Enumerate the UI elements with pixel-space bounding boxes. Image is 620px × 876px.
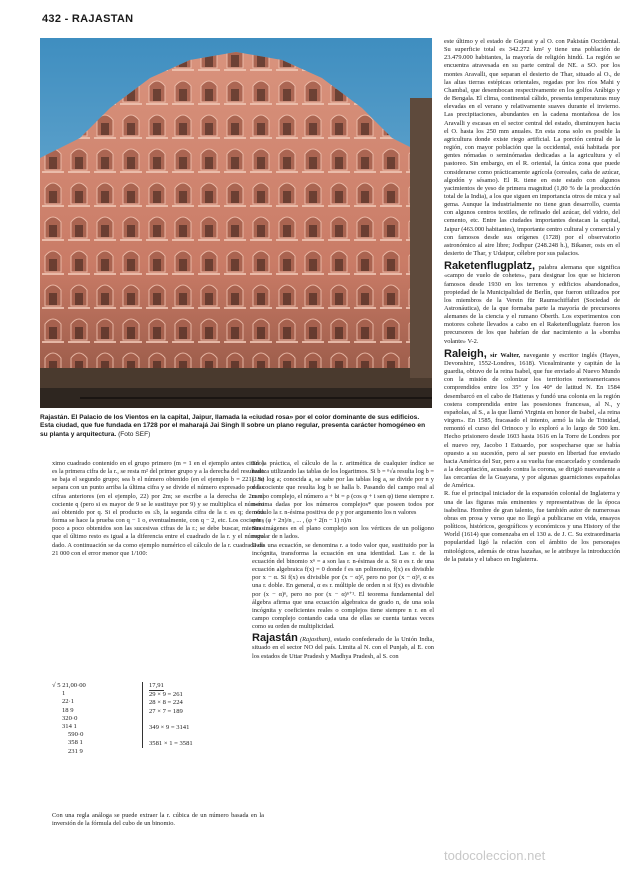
sqrt-line: 1 [62, 690, 66, 698]
left-column-top [52, 460, 264, 684]
sqrt-line: 22·1 [62, 698, 75, 706]
right-column [444, 38, 620, 844]
sqrt-line: 590·0 [68, 731, 84, 739]
middle-paragraph-2: Sus imágenes en el plano complejo son los vértices de un polígono regular de n lados. [252, 525, 434, 541]
sqrt-line: 231 9 [68, 747, 83, 755]
entry-text-rajastan: estado confederado de la Unión India, situado en el sector NO del país. Limita al N. con el Punjab, al E. con los estados de Uttar Pradesh y Madhya Pradesh, al S. con [252, 636, 434, 660]
watermark: todocoleccion.net [444, 848, 546, 863]
entry-subtitle-raleigh: sir Walter, [490, 351, 521, 359]
entry-etymology: (Rajasthan), [300, 636, 332, 644]
square-root-example [52, 682, 264, 810]
palace-photo [40, 38, 432, 408]
sqrt-line: 18 9 [62, 706, 74, 714]
left-paragraph-2: Con una regla análoga se puede extraer la r. cúbica de un número basada en la inversión de la fórmula del cubo de un binomio. [52, 812, 264, 828]
caption-credit: (Foto SEF) [118, 430, 151, 438]
sqrt-trial: 349 × 9 = 3141 [149, 723, 190, 731]
sqrt-trial: 29 × 9 = 261 [149, 691, 183, 699]
middle-paragraph-1: En la práctica, el cálculo de la r. aritmética de cualquier índice se realiza utilizando las tablas de los logaritmos. Si b = ⁿ√a resulta log b = (1/n) log a; conocida a, se sabe por las tablas log a, se divide por n y del cociente que resulta log b se halla b. Pasando del campo real al campo complejo, el número a + bi = ρ (cos φ + i sen φ) tiene siempre r. n-ésima dadas por los números complejos* que poseen todos por módulo la r. n-ésima positiva de ρ y por argumento los n valores [252, 460, 434, 516]
caption-text: Rajastán. El Palacio de los Vientos en la capital, Jaipur, llamada la «ciudad rosa» por el color dominante de sus edificios. Esta ciudad, que fue fundada en 1728 por el maharajá Jai Singh II sobre un plano regular, presenta carácter homogéneo en su planta y arquitectura. [40, 414, 426, 438]
sqrt-trial: 3581 × 1 = 3581 [149, 740, 193, 748]
middle-paragraph-3: Dada una ecuación, se denomina r. a todo valor que, sustituido por la incógnita, transforma la ecuación en una identidad. Las r. de la ecuación del binomio xⁿ = a son las r. n-ésimas de a. Si α es r. de una ecuación algebraica f(x) = 0 donde f es un polinomio, f(x) es divisible por x − α. Si f(x) es divisible por (x − α)², pero no por (x − α)³, α es una r. doble. En general, α es r. múltiple de orden n si f(x) es divisible por (x − α)ⁿ, pero no por (x − α)ⁿ⁺¹. El teorema fundamental del álgebra afirma que una ecuación algebraica de grado n, de una sola incógnita y coeficientes reales o complejos tiene siempre n r. en el campo complejo contando cada una de ellas se cuenta tantas veces como su orden de multiplicidad. [252, 541, 434, 631]
right-paragraph-1: este último y el estado de Gujarat y al O. con Pakistán Occidental. Su superficie total es 342.272 km² y tiene una población de 23.479.000 habitantes, la mayoría de religión hindú. La región se encuentra atravesada en su parte central de NE. a SO. por los montes Aravalli, que separan el desierto de Thar, situado al O., de las altas tierras estépicas orientales, regadas por los ríos Mahi y Chambal, que desembocan respectivamente en los golfos Arábigo y de Bengala. El clima, continental cálido, presenta temperaturas muy elevadas en el verano y relativamente suaves durante el invierno. Las precipitaciones, abundantes en la cadena montañosa de los Aravalli y escasas en el sector central del estado, disminuyen hacia el O. hasta los 250 mm anuales. En esta zona solo es posible la agricultura donde existe riego artificial. La porción central de la región, con mayor población que la occidental, está habitada por gentes nómadas o seminómadas dedicadas a la agricultura y el pastoreo. Sin embargo, en el R. oriental, la única zona que puede considerarse como prácticamente agrícola (cereales, caña de azúcar, algodón y sésamo). El R. tiene en este estado con algunos yacimientos de yeso de primera magnitud (1,80 % de la producción total de la India), a los que siguen en importancia otros de mica y sal gema. Aunque la industrialmente no tiene gran desarrollo, cuenta con algunos centros textiles, de refinado del azúcar, del vidrio, del cemento, etc. Entre las ciudades importantes destacan la capital, Jaipur (463.000 habitantes), importante centro cultural y comercial y con famosos desde sus orígenes (1728) por el observatorio astronómico al aire libre; Jodhpur (248.248 h.), Bikaner, osis en el desierto de Thar, y Udaipur, célebre por sus palacios. [444, 38, 620, 258]
hawa-mahal-image [40, 38, 432, 408]
entry-text-raleigh: navegante y escritor inglés (Hayes, Devonshire, 1552-Londres, 1618). Vicealmirante y capitán de la guardia, obtuvo de la reina Isabel, que fue enviado al Nuevo Mundo con la misión de colonizar los territorios norteamericanos comprendidos entre los 35° y los 40° de latitud N. En 1584 desembarcó en el cabo de Hatteras y fundó una colonia en la región costera comprendida entre las posesiones francesas, al N., y españolas, al S., a la que llamó Virginia en honor de Isabel, «la reina virgen». En 1585, fracasado el intento, armó la isla de Trinidad, remontó el curso del Orinoco y lo exploró a lo largo de 500 km. Hecho prisionero desde 1603 hasta 1616 en la Torre de Londres por el nuevo rey, Jacobo I Estuardo, por sospecharse que se había opuesto a su sucesión, pero al ser puesto en libertad fue enviado hacia América del Sur, pero a su vuelta fue encarcelado y condenado a la decapitación, acusado contra la corona, se dirigió nuevamente a las cercanías de la Guayana, y por algunas guarniciones españolas de América. [444, 351, 620, 490]
sqrt-work-right [142, 682, 269, 748]
entry-title-raleigh: Raleigh, [444, 347, 487, 360]
sqrt-line: 358 1 [68, 739, 83, 747]
left-column-bottom [52, 812, 264, 852]
entry-title-raketenflugplatz: Raketenflugplatz, [444, 260, 536, 273]
sqrt-trial: 28 × 8 = 224 [149, 699, 183, 707]
sqrt-line: 314 1 [62, 723, 77, 731]
sqrt-work-left [52, 682, 152, 756]
right-paragraph-last: R. fue el principal iniciador de la expansión colonial de Inglaterra y una de las figuras más eminentes y representativas de la época isabelina. Hombre de gran talento, fue también autor de numerosas obras en prosa y verso que no llegó a publicarse en vida, ensayos políticos, históricos, geográficos y económicos y una History of the World (1614) que comenzaba en el 130 a. de J. C. Su extraordinaria popularidad ligó la relación con el ámbito de los personajes mitológicos, además de otras hazañas, se le atribuye la introducción de la patata y el tabaco en Inglaterra. [444, 490, 620, 563]
sqrt-trial: 27 × 7 = 189 [149, 707, 183, 715]
entry-title-rajastan: Rajastán [252, 632, 298, 645]
left-paragraph-1: ximo cuadrado contenido en el grupo primero (m = 1 en el ejemplo antes citado) es la primera cifra de la r., se resta m² del primer grupo y a la derecha del resultado se baja el segundo grupo; sea b el número obtenido (en el ejemplo b = 221). Se separa con un punto arriba la última cifra y se divide el número expresado por las cifras anteriores (en el ejemplo, 22) por 2m; se escribe a la derecha de 2m el cociente q (pero si es mayor de 9 se le sustituye por 9) y se multiplica el número así obtenido por q. Si el producto es ≤b, la segunda cifra de la r. es q; de otra forma se hace la prueba con q − 1 o, eventualmente, con q − 2, etc. Los cocientes poco a poco obtenidos son las sucesivas cifras de la r.; se debe buscar, mientras que el último resto es igual a la diferencia entre el cuadrado de la r. y el número dado. A continuación se da como ejemplo numérico el cálculo de la r. cuadrada de 21 000 con el error menor que 1/100: [52, 460, 264, 557]
middle-column [252, 460, 434, 856]
running-head: 432 - RAJASTAN [42, 13, 134, 25]
photo-caption [40, 414, 432, 439]
entry-text-raketenflugplatz: palabra alemana que significa «campo de vuelo de cohetes», para designar los que se hicieron famosos desde 1930 en los terrenos y edificios abandonados, propiedad de la Municipalidad de Berlín, que fueron utilizados por los miembros de la Verein für Raumschiffahrt (Sociedad de Astronáutica), de la que formaba parte la mayoría de precursores alemanes de la ciencia y el rumano Oberth. Los experimentos con motores cohete llevados a cabo en el Raketenflugplatz fueron los precursores de los que habrían de dar nacimiento a la «bomba volante» V-2. [444, 264, 620, 345]
sqrt-line: 320·0 [62, 714, 78, 722]
sqrt-line: √ 5 21,00·00 [52, 682, 86, 689]
sqrt-result: 17,91 [149, 682, 164, 691]
argument-formula: φ/n , (φ + 2π)/n , ... , (φ + 2(n − 1) π)/n [252, 517, 352, 525]
